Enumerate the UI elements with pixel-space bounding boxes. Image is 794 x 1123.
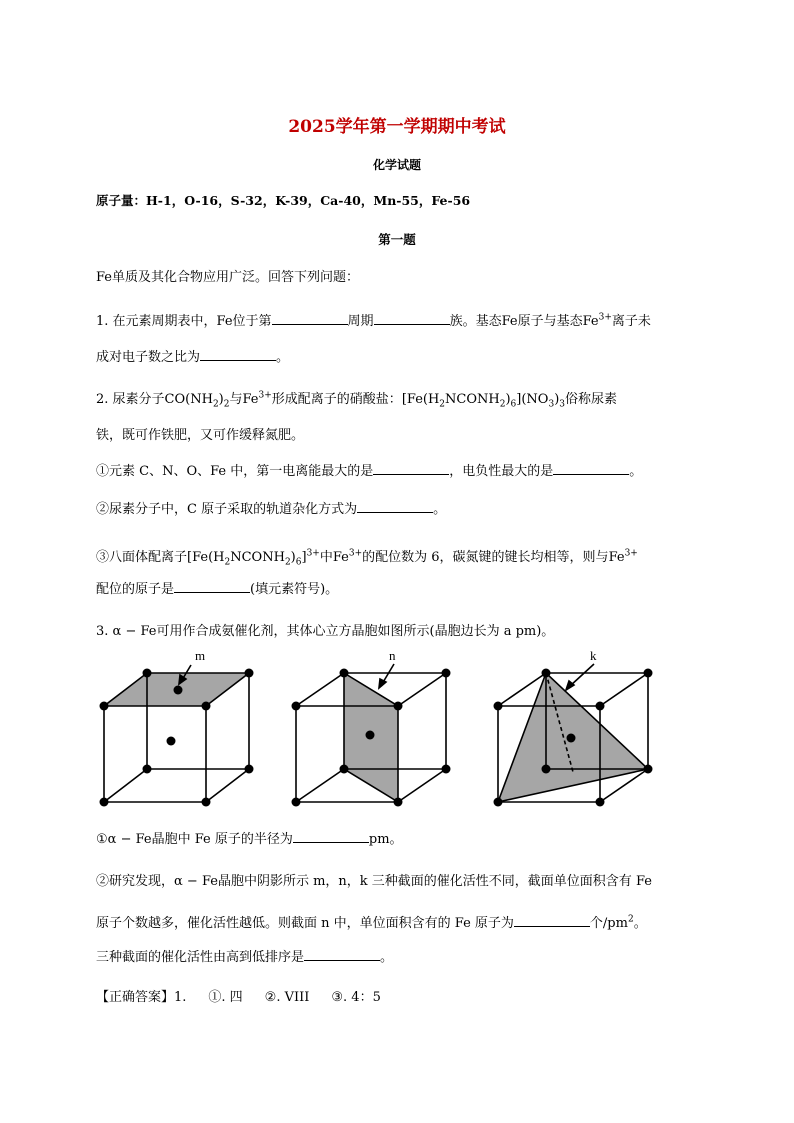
atom (292, 798, 301, 807)
atom (494, 798, 503, 807)
atom (442, 765, 451, 774)
label-m: m (195, 648, 206, 663)
question-2-line-2: 铁，既可作铁肥，又可作缓释氮肥。 (96, 428, 305, 443)
label-k: k (590, 648, 597, 663)
atom (366, 731, 375, 740)
atom (143, 765, 152, 774)
subject-title: 化学试题 (372, 158, 421, 172)
atom (340, 765, 349, 774)
atom (394, 702, 403, 711)
answer-line: 【正确答案】1. ①. 四 ②. VIII ③. 4：5 (96, 990, 381, 1005)
atom (100, 798, 109, 807)
question-1-line-2: 成对电子数之比为 。 (96, 350, 290, 365)
atom (442, 669, 451, 678)
answer-blank[interactable] (293, 830, 369, 843)
atom (596, 798, 605, 807)
atom (100, 702, 109, 711)
atom (596, 702, 605, 711)
answer-blank[interactable] (373, 462, 449, 475)
answer-blank[interactable] (272, 312, 348, 325)
atom (494, 702, 503, 711)
answer-blank[interactable] (304, 948, 380, 961)
atom (202, 702, 211, 711)
atom (542, 765, 551, 774)
answer-blank[interactable] (514, 914, 590, 927)
question-3-sub-2-line-3: 三种截面的催化活性由高到低排序是 。 (96, 950, 394, 965)
section-heading: 第一题 (378, 232, 416, 247)
atom (245, 765, 254, 774)
atom (394, 798, 403, 807)
label-n: n (389, 648, 396, 663)
cube-k (498, 664, 648, 802)
atom (174, 686, 183, 695)
question-2-sub-2: ②尿素分子中，C 原子采取的轨道杂化方式为 。 (96, 502, 447, 517)
atom (542, 669, 551, 678)
atom (644, 669, 653, 678)
crystal-cell-figure (90, 642, 660, 822)
page-title: 2025学年第一学期期中考试 (288, 117, 506, 137)
question-1-line-1: 1. 在元素周期表中，Fe位于第 周期 族。基态Fe原子与基态$Fe^{3+}$离子未 (96, 312, 651, 329)
question-3-sub-2-line-1: ②研究发现，α − Fe晶胞中阴影所示 m，n，k 三种截面的催化活性不同，截面单位面积含有 Fe (96, 874, 652, 889)
question-2-line-1: 2. 尿素分子$CO(NH_2)_2$与$Fe^{3+}$形成配离子的硝酸盐：$[Fe(H_2NCONH_2)_6](NO_3)_3$俗称尿素 (96, 390, 618, 410)
question-3-sub-1: ①α − Fe晶胞中 Fe 原子的半径为 pm。 (96, 832, 403, 847)
question-2-sub-3-line-1: ③八面体配离子$[Fe(H_2NCONH_2)_6]^{3+}$中$Fe^{3+}$的配位数为 6，碳氮键的键长均相等，则与$Fe^{3+}$ (96, 548, 638, 568)
question-2-sub-3-line-2: 配位的原子是 (填元素符号)。 (96, 582, 339, 597)
answer-blank[interactable] (553, 462, 629, 475)
atom (245, 669, 254, 678)
atom (167, 737, 176, 746)
question-3-line-1: 3. α − Fe可用作合成氨催化剂，其体心立方晶胞如图所示(晶胞边长为 a pm)。 (96, 624, 555, 639)
atomic-masses: 原子量：H-1，O-16，S-32，K-39，Ca-40，Mn-55，Fe-56 (96, 193, 471, 208)
question-2-sub-1: ①元素 C、N、O、Fe 中，第一电离能最大的是 ，电负性最大的是 。 (96, 464, 643, 479)
intro-text: Fe单质及其化合物应用广泛。回答下列问题： (96, 270, 360, 285)
answer-blank[interactable] (374, 312, 450, 325)
question-3-sub-2-line-2: 原子个数越多，催化活性越低。则截面 n 中，单位面积含有的 Fe 原子为 个$/pm^2$。 (96, 914, 647, 931)
atom (202, 798, 211, 807)
answer-blank[interactable] (174, 580, 250, 593)
answer-blank[interactable] (357, 500, 433, 513)
atom (340, 669, 349, 678)
answer-blank[interactable] (200, 348, 276, 361)
atom (567, 734, 576, 743)
atom (292, 702, 301, 711)
cube-m (104, 665, 249, 802)
atom (644, 765, 653, 774)
atom (143, 669, 152, 678)
